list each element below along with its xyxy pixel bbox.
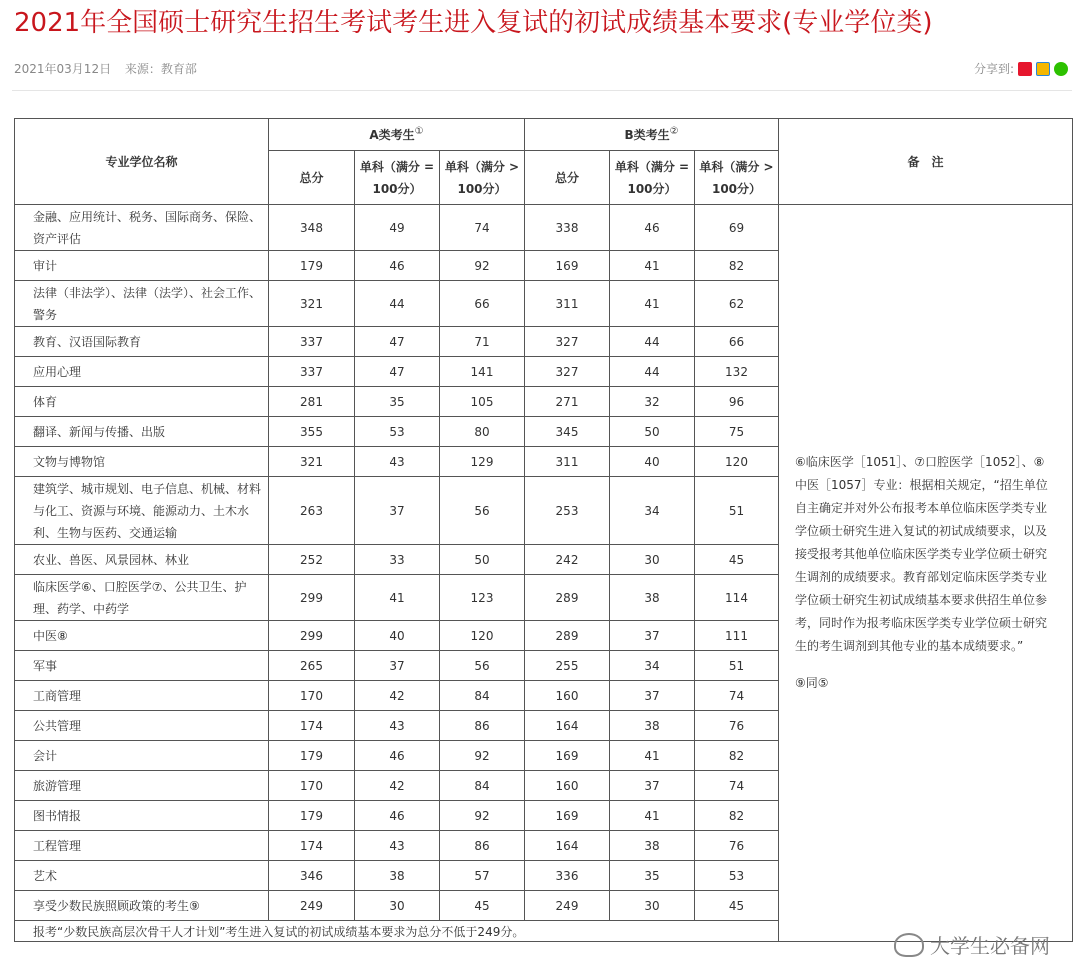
score-a-0: 174: [269, 711, 355, 741]
row-name: 翻译、新闻与传播、出版: [15, 417, 269, 447]
divider: [12, 90, 1072, 91]
score-b-2: 75: [695, 417, 779, 447]
score-b-2: 74: [695, 771, 779, 801]
score-b-1: 40: [610, 447, 695, 477]
row-name: 图书情报: [15, 801, 269, 831]
score-b-1: 38: [610, 831, 695, 861]
score-b-1: 41: [610, 741, 695, 771]
score-a-1: 49: [355, 205, 440, 251]
score-a-2: 92: [440, 251, 525, 281]
row-name: 会计: [15, 741, 269, 771]
score-a-1: 46: [355, 251, 440, 281]
score-b-2: 51: [695, 651, 779, 681]
score-b-1: 41: [610, 801, 695, 831]
score-a-1: 53: [355, 417, 440, 447]
score-b-0: 169: [525, 741, 610, 771]
score-b-0: 311: [525, 281, 610, 327]
score-a-1: 43: [355, 447, 440, 477]
score-b-0: 255: [525, 651, 610, 681]
score-table: [14, 118, 1073, 942]
score-a-2: 56: [440, 477, 525, 545]
row-name: 应用心理: [15, 357, 269, 387]
article-date: 2021年03月12日: [14, 62, 112, 76]
score-a-1: 35: [355, 387, 440, 417]
wechat-logo-icon: [894, 933, 924, 957]
score-b-1: 35: [610, 861, 695, 891]
score-a-0: 321: [269, 281, 355, 327]
score-b-1: 32: [610, 387, 695, 417]
score-a-1: 40: [355, 621, 440, 651]
score-b-1: 37: [610, 621, 695, 651]
score-a-1: 41: [355, 575, 440, 621]
row-name: 文物与博物馆: [15, 447, 269, 477]
share-label: 分享到:: [973, 62, 1014, 76]
header-a-single-eq: 单科（满分 = 100分）: [355, 151, 440, 205]
score-a-1: 44: [355, 281, 440, 327]
header-name-col: 专业学位名称: [15, 119, 269, 205]
score-a-0: 337: [269, 357, 355, 387]
score-b-1: 34: [610, 651, 695, 681]
score-b-0: 345: [525, 417, 610, 447]
score-b-0: 327: [525, 327, 610, 357]
watermark-text: 大学生必备网: [930, 934, 1050, 958]
score-b-0: 242: [525, 545, 610, 575]
score-b-1: 38: [610, 711, 695, 741]
score-a-2: 84: [440, 771, 525, 801]
score-a-2: 92: [440, 801, 525, 831]
score-b-1: 41: [610, 281, 695, 327]
score-a-1: 33: [355, 545, 440, 575]
row-name: 体育: [15, 387, 269, 417]
score-a-2: 57: [440, 861, 525, 891]
score-a-1: 37: [355, 651, 440, 681]
score-b-0: 311: [525, 447, 610, 477]
qzone-icon[interactable]: [1036, 62, 1050, 76]
row-name: 审计: [15, 251, 269, 281]
score-a-0: 265: [269, 651, 355, 681]
score-a-0: 281: [269, 387, 355, 417]
row-name: 军事: [15, 651, 269, 681]
score-b-2: 66: [695, 327, 779, 357]
score-a-1: 43: [355, 831, 440, 861]
score-a-0: 174: [269, 831, 355, 861]
weibo-icon[interactable]: [1018, 62, 1032, 76]
score-b-2: 76: [695, 711, 779, 741]
header-group-a: A类考生①: [269, 119, 525, 151]
score-b-2: 120: [695, 447, 779, 477]
score-a-0: 179: [269, 801, 355, 831]
score-a-0: 170: [269, 681, 355, 711]
score-b-0: 169: [525, 801, 610, 831]
score-a-1: 38: [355, 861, 440, 891]
score-b-1: 37: [610, 681, 695, 711]
score-a-1: 42: [355, 771, 440, 801]
header-a-total: 总分: [269, 151, 355, 205]
score-a-1: 43: [355, 711, 440, 741]
row-name: 教育、汉语国际教育: [15, 327, 269, 357]
score-b-2: 45: [695, 545, 779, 575]
header-group-b: B类考生②: [525, 119, 779, 151]
score-a-2: 120: [440, 621, 525, 651]
table-row: [15, 205, 1073, 251]
score-b-0: 338: [525, 205, 610, 251]
row-name: 工程管理: [15, 831, 269, 861]
score-b-0: 249: [525, 891, 610, 921]
score-a-0: 355: [269, 417, 355, 447]
score-a-0: 321: [269, 447, 355, 477]
score-b-2: 51: [695, 477, 779, 545]
article-source: 来源：教育部: [124, 62, 197, 76]
share-bar: [974, 60, 1068, 77]
score-b-1: 46: [610, 205, 695, 251]
score-a-0: 346: [269, 861, 355, 891]
score-a-0: 179: [269, 251, 355, 281]
row-name: 工商管理: [15, 681, 269, 711]
row-name: 临床医学⑥、口腔医学⑦、公共卫生、护理、药学、中药学: [15, 575, 269, 621]
score-a-2: 66: [440, 281, 525, 327]
score-b-1: 38: [610, 575, 695, 621]
remark-note: ⑨同⑤: [795, 676, 829, 690]
row-name: 金融、应用统计、税务、国际商务、保险、资产评估: [15, 205, 269, 251]
row-name: 中医⑧: [15, 621, 269, 651]
score-a-2: 56: [440, 651, 525, 681]
score-a-2: 84: [440, 681, 525, 711]
score-b-0: 169: [525, 251, 610, 281]
score-a-2: 71: [440, 327, 525, 357]
score-a-0: 299: [269, 621, 355, 651]
row-name: 建筑学、城市规划、电子信息、机械、材料与化工、资源与环境、能源动力、土木水利、生物与医药、交通运输: [15, 477, 269, 545]
score-b-0: 289: [525, 621, 610, 651]
score-b-1: 34: [610, 477, 695, 545]
score-b-0: 271: [525, 387, 610, 417]
score-a-2: 80: [440, 417, 525, 447]
header-a-single-gt: 单科（满分 > 100分）: [440, 151, 525, 205]
score-b-2: 114: [695, 575, 779, 621]
score-a-2: 50: [440, 545, 525, 575]
score-a-2: 92: [440, 741, 525, 771]
score-a-1: 42: [355, 681, 440, 711]
score-a-1: 30: [355, 891, 440, 921]
score-a-0: 263: [269, 477, 355, 545]
score-a-1: 37: [355, 477, 440, 545]
score-a-0: 348: [269, 205, 355, 251]
watermark: [894, 930, 1050, 959]
score-a-0: 170: [269, 771, 355, 801]
header-remark: 备 注: [779, 119, 1073, 205]
score-b-0: 160: [525, 681, 610, 711]
score-b-1: 30: [610, 891, 695, 921]
score-b-2: 82: [695, 251, 779, 281]
score-a-0: 337: [269, 327, 355, 357]
score-b-2: 53: [695, 861, 779, 891]
article-meta: [14, 60, 207, 77]
score-a-1: 46: [355, 741, 440, 771]
header-b-single-gt: 单科（满分 > 100分）: [695, 151, 779, 205]
score-a-2: 105: [440, 387, 525, 417]
score-b-0: 253: [525, 477, 610, 545]
header-b-total: 总分: [525, 151, 610, 205]
remark-cell: [779, 205, 1073, 942]
row-name: 公共管理: [15, 711, 269, 741]
table-footer: 报考“少数民族高层次骨干人才计划”考生进入复试的初试成绩基本要求为总分不低于249分。: [15, 921, 779, 942]
score-b-2: 132: [695, 357, 779, 387]
score-a-0: 179: [269, 741, 355, 771]
score-a-2: 86: [440, 831, 525, 861]
score-a-1: 46: [355, 801, 440, 831]
score-b-2: 82: [695, 741, 779, 771]
score-b-0: 336: [525, 861, 610, 891]
wechat-icon[interactable]: [1054, 62, 1068, 76]
score-b-1: 44: [610, 357, 695, 387]
score-a-2: 45: [440, 891, 525, 921]
row-name: 艺术: [15, 861, 269, 891]
score-a-2: 141: [440, 357, 525, 387]
header-b-single-eq: 单科（满分 = 100分）: [610, 151, 695, 205]
score-b-1: 37: [610, 771, 695, 801]
score-a-2: 86: [440, 711, 525, 741]
score-b-2: 76: [695, 831, 779, 861]
score-b-0: 289: [525, 575, 610, 621]
remark-text: ⑥临床医学［1051］、⑦口腔医学［1052］、⑧中医［1057］专业：根据相关规定，“招生单位自主确定并对外公布报考本单位临床医学类专业学位硕士研究生进入复试的初试成绩要求，以及接受报考其他单位临床医学类专业学位硕士研究生调剂的成绩要求。教育部划定临床医学类专业学位硕士研究生初试成绩基本要求供招生单位参考，同时作为报考临床医学类专业学位硕士研究生的考生调剂到其他专业的基本成绩要求。”: [795, 455, 1048, 653]
score-b-0: 164: [525, 831, 610, 861]
score-a-0: 299: [269, 575, 355, 621]
score-a-2: 123: [440, 575, 525, 621]
score-b-2: 96: [695, 387, 779, 417]
article-title: 2021年全国硕士研究生招生考试考生进入复试的初试成绩基本要求(专业学位类): [14, 8, 933, 38]
score-b-2: 74: [695, 681, 779, 711]
row-name: 旅游管理: [15, 771, 269, 801]
score-b-2: 62: [695, 281, 779, 327]
score-b-1: 41: [610, 251, 695, 281]
row-name: 享受少数民族照顾政策的考生⑨: [15, 891, 269, 921]
score-a-2: 129: [440, 447, 525, 477]
score-a-1: 47: [355, 327, 440, 357]
score-b-0: 164: [525, 711, 610, 741]
score-a-1: 47: [355, 357, 440, 387]
score-b-0: 160: [525, 771, 610, 801]
score-b-0: 327: [525, 357, 610, 387]
score-a-2: 74: [440, 205, 525, 251]
score-b-2: 111: [695, 621, 779, 651]
score-b-1: 44: [610, 327, 695, 357]
score-a-0: 249: [269, 891, 355, 921]
table-body: [15, 205, 1073, 942]
score-b-1: 30: [610, 545, 695, 575]
row-name: 农业、兽医、风景园林、林业: [15, 545, 269, 575]
score-b-2: 82: [695, 801, 779, 831]
score-b-1: 50: [610, 417, 695, 447]
score-b-2: 45: [695, 891, 779, 921]
row-name: 法律（非法学）、法律（法学）、社会工作、警务: [15, 281, 269, 327]
score-a-0: 252: [269, 545, 355, 575]
score-b-2: 69: [695, 205, 779, 251]
